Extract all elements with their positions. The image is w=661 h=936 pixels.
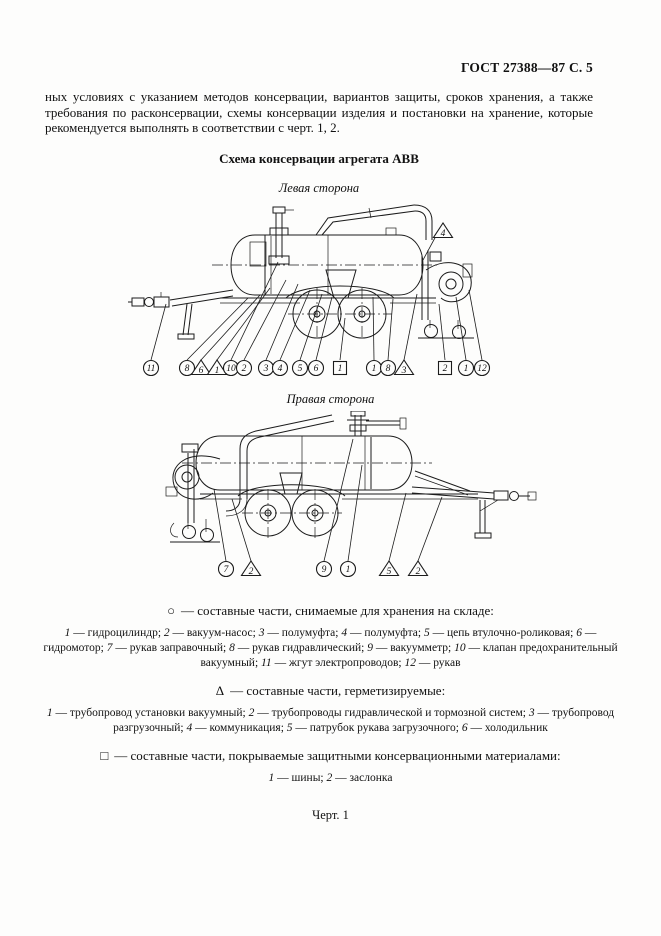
- callout-leader-line: [373, 297, 374, 360]
- legend-item: 6 — холодильник: [461, 721, 548, 734]
- intro-paragraph: ных условиях с указанием методов консервации, вариантов защиты, сроков хранения, а также требования по расконсервации, схемы консервации изделия и постановки на хранение, которые рекомендуется выполнять в соответствии с черт. 1, 2.: [45, 89, 593, 135]
- callout-number: 8: [385, 363, 391, 374]
- figure-caption: Черт. 1: [312, 807, 349, 822]
- left-side-label: Левая сторона: [278, 180, 360, 195]
- callout-number: 2: [415, 566, 421, 577]
- legend-item: 3 — полумуфта;: [258, 626, 342, 639]
- legend-items-storage: [43, 626, 618, 671]
- callout-leader-line: [418, 497, 442, 561]
- callout-number: 5: [297, 363, 303, 374]
- legend-item: 5 — патрубок рукава загрузочного;: [286, 721, 462, 734]
- right-side-label: Правая сторона: [286, 391, 375, 406]
- legend-item: 11 — жгут электропроводов;: [261, 656, 405, 669]
- callout-number: 11: [146, 363, 156, 374]
- callout-leader-line: [324, 439, 353, 561]
- legend-heading-coated: [0, 748, 661, 764]
- callout-number: 4: [277, 363, 283, 374]
- right-side-drawing: [0, 411, 661, 591]
- callout-leader-line: [231, 262, 278, 360]
- callout-leader-line: [280, 290, 310, 360]
- legend-item: 3 — трубопровод разгрузочный;: [113, 706, 615, 734]
- legend-item: 7 — рукав заправочный;: [106, 641, 230, 654]
- callout-leader-line: [214, 489, 226, 561]
- legend-items-coated: [43, 771, 618, 786]
- callout-number: 9: [321, 564, 327, 575]
- legend-heading-text: — составные части, снимаемые для хранения на складе:: [180, 602, 494, 618]
- callout-number: 1: [463, 363, 469, 374]
- callout-leader-line: [217, 288, 270, 360]
- tanker-right-view: [70, 411, 540, 591]
- callout-number: 1: [345, 564, 351, 575]
- callout-leader-line: [201, 295, 260, 360]
- circle-symbol: ○: [167, 602, 175, 618]
- callout-number: 4: [440, 228, 446, 239]
- legend-heading-text: — составные части, покрываемые защитными консервационными материалами:: [114, 747, 561, 763]
- callout-leader-line: [388, 299, 393, 360]
- legend-item: 4 — полумуфта;: [341, 626, 424, 639]
- triangle-symbol: Δ: [215, 682, 225, 698]
- square-symbol: □: [100, 747, 109, 763]
- legend-items-sealed: [43, 706, 618, 736]
- left-side-drawing: [0, 198, 661, 392]
- tanker-left-view: [70, 198, 540, 392]
- callout-number: 1: [337, 363, 343, 374]
- legend-item: 2 — трубопроводы гидравлической и тормозной систем;: [248, 706, 529, 719]
- legend-item: 1 — гидроцилиндр;: [64, 626, 164, 639]
- callout-leader-line: [439, 304, 445, 360]
- callout-number: 3: [263, 363, 269, 374]
- callout-number: 12: [477, 363, 487, 374]
- legend-heading-storage: [0, 603, 661, 619]
- left-drawing-callouts: [144, 223, 490, 376]
- callout-leader-line: [232, 499, 251, 561]
- callout-number: 7: [223, 564, 229, 575]
- legend-item: 1 — шины;: [268, 771, 327, 784]
- right-drawing-callouts: [214, 439, 442, 577]
- legend-item: 12 — рукав: [404, 656, 461, 669]
- callout-leader-line: [469, 290, 482, 360]
- legend-item: 6 — гидромотор;: [43, 626, 597, 654]
- legend: [0, 603, 661, 786]
- callout-number: 6: [313, 363, 319, 374]
- callout-leader-line: [404, 294, 417, 360]
- legend-item: 10 — клапан предохранительный вакуумный;: [200, 641, 618, 669]
- callout-number: 3: [401, 365, 407, 376]
- callout-leader-line: [187, 298, 248, 360]
- legend-section-coated: [0, 748, 661, 786]
- legend-item: 1 — трубопровод установки вакуумный;: [46, 706, 249, 719]
- callout-number: 8: [184, 363, 190, 374]
- callout-leader-line: [151, 304, 166, 360]
- legend-heading-text: — составные части, герметизируемые:: [230, 682, 446, 698]
- callout-leader-line: [389, 493, 406, 561]
- callout-number: 2: [442, 363, 448, 374]
- legend-item: 8 — рукав гидравлический;: [229, 641, 368, 654]
- tanker-left-art: [128, 205, 474, 340]
- tanker-right-art: [166, 411, 536, 542]
- legend-item: 5 — цепь втулочно-роликовая;: [423, 626, 577, 639]
- callout-leader-line: [348, 465, 362, 561]
- callout-number: 10: [226, 363, 236, 374]
- legend-section-storage: [0, 603, 661, 671]
- callout-number: 6: [198, 365, 204, 376]
- callout-number: 1: [371, 363, 377, 374]
- legend-heading-sealed: [0, 683, 661, 699]
- legend-item: 4 — коммуникация;: [186, 721, 287, 734]
- callout-number: 5: [386, 566, 392, 577]
- legend-section-sealed: [0, 683, 661, 736]
- callout-number: 2: [241, 363, 247, 374]
- legend-item: 2 — вакуум-насос;: [163, 626, 259, 639]
- doc-reference: ГОСТ 27388—87 С. 5: [460, 60, 593, 75]
- legend-item: 2 — заслонка: [326, 771, 393, 784]
- callout-number: 1: [214, 365, 220, 376]
- scheme-title: Схема консервации агрегата АВВ: [219, 150, 419, 166]
- legend-item: 9 — вакуумметр;: [367, 641, 455, 654]
- callout-number: 2: [248, 566, 254, 577]
